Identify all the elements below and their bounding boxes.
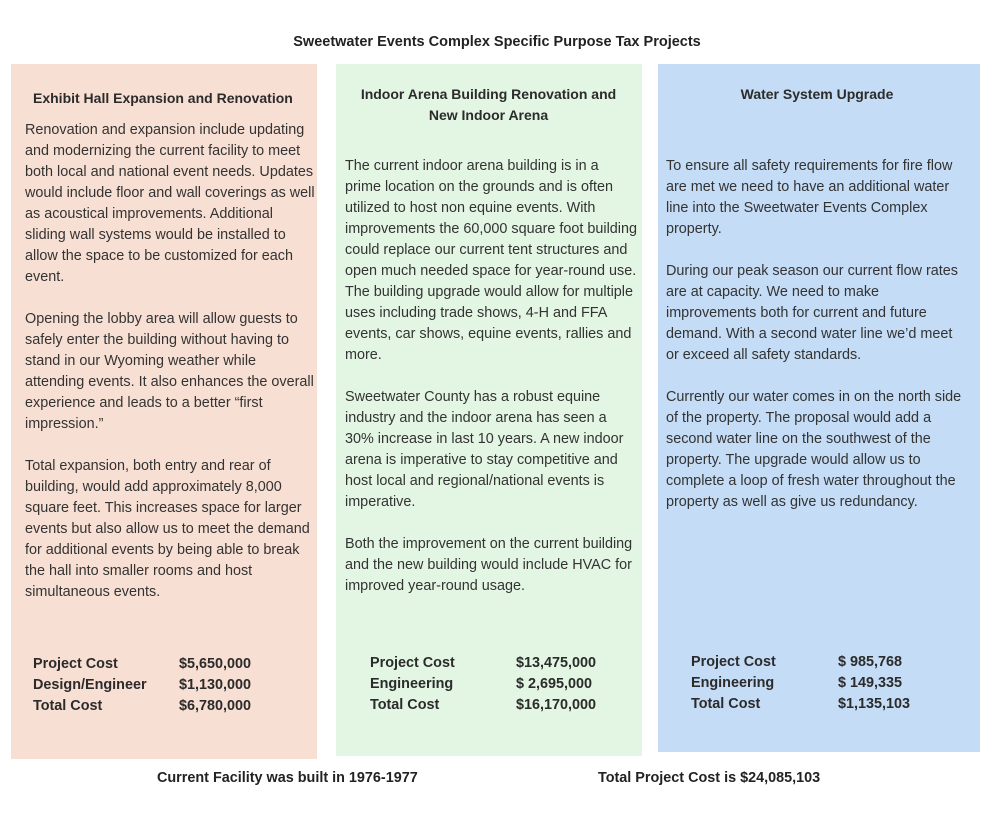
cost-label: Design/Engineer [33, 677, 147, 693]
cost-label: Project Cost [370, 655, 455, 671]
cost-value: $ 2,695,000 [516, 676, 593, 692]
footer-total-project-cost: Total Project Cost is $24,085,103 [598, 770, 821, 786]
cost-label: Engineering [370, 676, 454, 692]
cost-value: $13,475,000 [516, 655, 597, 671]
column-paragraph: Total expansion, both entry and rear of building, would add approximately 8,000 square feet. This increases space for larger events but also allow us to meet the demand for additional events by being able to break the hall into smaller rooms and host simultaneous events. [25, 458, 310, 600]
column-heading: Indoor Arena Building Renovation and New Indoor Arena [360, 86, 617, 123]
column-paragraph: Opening the lobby area will allow guests to safely enter the building without having to stand in our Wyoming weather while attending events. It also enhances the overall experience and leads to a better “first impression.” [25, 311, 314, 432]
cost-value: $16,170,000 [516, 697, 597, 713]
cost-value: $ 985,768 [838, 654, 903, 670]
column-paragraph: Renovation and expansion include updating and modernizing the current facility to meet both local and national event needs. Updates would include floor and wall coverings as well as acoustical improvements. Additional sliding wall systems would be installed to allow the space to be customized for each event. [25, 122, 315, 285]
cost-value: $1,130,000 [179, 677, 252, 693]
cost-label: Total Cost [691, 696, 761, 712]
column-paragraph: To ensure all safety requirements for fire flow are met we need to have an additional water line into the Sweetwater Events Complex property. [666, 158, 953, 237]
cost-label: Project Cost [33, 656, 118, 672]
cost-label: Engineering [691, 675, 775, 691]
cost-value: $5,650,000 [179, 656, 252, 672]
cost-label: Project Cost [691, 654, 776, 670]
footer-facility-built: Current Facility was built in 1976-1977 [157, 770, 418, 786]
column-heading: Water System Upgrade [740, 86, 894, 102]
cost-label: Total Cost [33, 698, 103, 714]
project-column-exhibit-hall [11, 64, 317, 759]
column-paragraph: During our peak season our current flow rates are at capacity. We need to make improvements both for current and future demand. With a second water line we’d meet or exceed all safety standards. [666, 263, 958, 363]
column-paragraph: Sweetwater County has a robust equine industry and the indoor arena has seen a 30% increase in last 10 years. A new indoor arena is imperative to stay competitive and host local and regional/national events is imperative. [345, 389, 624, 510]
cost-label: Total Cost [370, 697, 440, 713]
project-column-indoor-arena [336, 64, 642, 756]
cost-value: $6,780,000 [179, 698, 252, 714]
page-title: Sweetwater Events Complex Specific Purpose Tax Projects [293, 34, 701, 50]
cost-value: $1,135,103 [838, 696, 911, 712]
cost-value: $ 149,335 [838, 675, 903, 691]
project-column-water-system [658, 64, 980, 752]
column-heading: Exhibit Hall Expansion and Renovation [33, 90, 293, 106]
column-paragraph: The current indoor arena building is in a prime location on the grounds and is often utilized to host non equine events. With improvements the 60,000 square foot building could replace our current tent structures and open much needed space for year-round use. The building upgrade would allow for multiple uses including trade shows, 4-H and FFA events, car shows, equine events, rallies and more. [345, 158, 637, 363]
column-paragraph: Currently our water comes in on the north side of the property. The proposal would add a second water line on the southwest of the property. The upgrade would allow us to complete a loop of fresh water throughout the property as well as give us redundancy. [666, 389, 962, 510]
column-paragraph: Both the improvement on the current building and the new building would include HVAC for improved year-round usage. [345, 536, 633, 594]
